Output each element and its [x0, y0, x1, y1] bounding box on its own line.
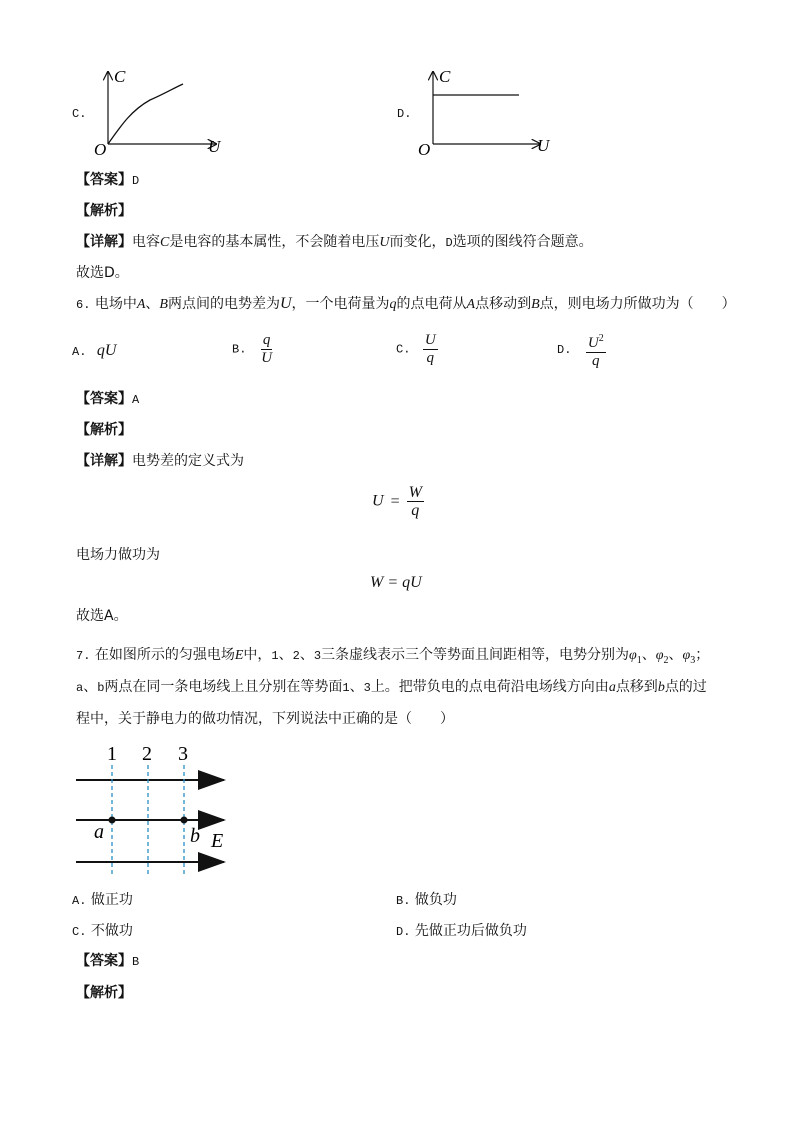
q6-formula-1: U = $\frac{W}{q}$ — [372, 484, 422, 519]
label-1: 1 — [107, 743, 117, 765]
q5-answer: 【答案】D — [76, 172, 140, 188]
c-curve — [108, 84, 183, 144]
q5-option-c-graph — [86, 62, 236, 162]
label-a: a — [94, 821, 104, 843]
q5-detail: 【详解】电容C是电容的基本属性，不会随着电压U而变化，D选项的图线符合题意。 — [76, 234, 593, 250]
q6-option-a: A. qU — [72, 342, 117, 359]
q5-analysis-tag: 【解析】 — [76, 203, 132, 219]
axis-label-u: U — [537, 136, 550, 155]
q7-stem-line3: 程中，关于静电力的做功情况，下列说法中正确的是（ ） — [76, 711, 454, 727]
q5-option-d-letter: D. — [397, 107, 412, 121]
q7-option-c: C. 不做功 — [72, 923, 133, 939]
origin-label: O — [418, 140, 431, 159]
point-b — [181, 817, 188, 824]
q6-option-b: B. $\frac{q}{U}$ — [232, 332, 273, 366]
point-a — [109, 817, 116, 824]
q6-answer: 【答案】A — [76, 391, 140, 407]
label-b: b — [190, 825, 200, 847]
q7-option-a: A. 做正功 — [72, 892, 133, 908]
q7-analysis-tag: 【解析】 — [76, 985, 132, 1001]
q5-conclusion: 故选D。 — [76, 265, 129, 281]
q6-option-d: D. $\frac{U^2}{q}$ — [557, 330, 606, 370]
axis-label-c: C — [114, 67, 126, 86]
q5-option-c-letter: C. — [72, 107, 87, 121]
label-2: 2 — [142, 743, 152, 765]
axis-label-c: C — [439, 67, 451, 86]
q7-stem-line2: a、b两点在同一条电场线上且分别在等势面1、3上。把带负电的点电荷沿电场线方向由a点移到b点的过 — [76, 679, 707, 695]
axis-label-u: U — [208, 137, 221, 156]
label-3: 3 — [178, 743, 188, 765]
q7-option-b: B. 做负功 — [396, 892, 457, 908]
origin-label: O — [94, 140, 107, 159]
q6-detail: 【详解】电势差的定义式为 — [76, 453, 244, 469]
q6-analysis-tag: 【解析】 — [76, 422, 132, 438]
q6-option-c: C. $\frac{U}{q}$ — [396, 332, 436, 366]
label-e: E — [211, 830, 224, 852]
q6-formula-2: W = qU — [370, 574, 422, 591]
q6-conclusion: 故选A。 — [76, 608, 128, 624]
q6-line2: 电场力做功为 — [76, 547, 160, 563]
q7-answer: 【答案】B — [76, 953, 140, 969]
q5-option-d-graph — [412, 62, 562, 162]
q6-stem: 6. 电场中A、B两点间的电势差为U，一个电荷量为q的点电荷从A点移动到B点，则电场力所做功为（ ） — [76, 295, 736, 312]
q7-option-d: D. 先做正功后做负功 — [396, 923, 527, 939]
q7-field-figure — [70, 738, 240, 878]
q7-stem-line1: 7. 在如图所示的匀强电场E中，1、2、3三条虚线表示三个等势面且间距相等，电势分别为$\varphi_1$、$\varphi_2$、$\varphi_3$； — [76, 647, 710, 666]
